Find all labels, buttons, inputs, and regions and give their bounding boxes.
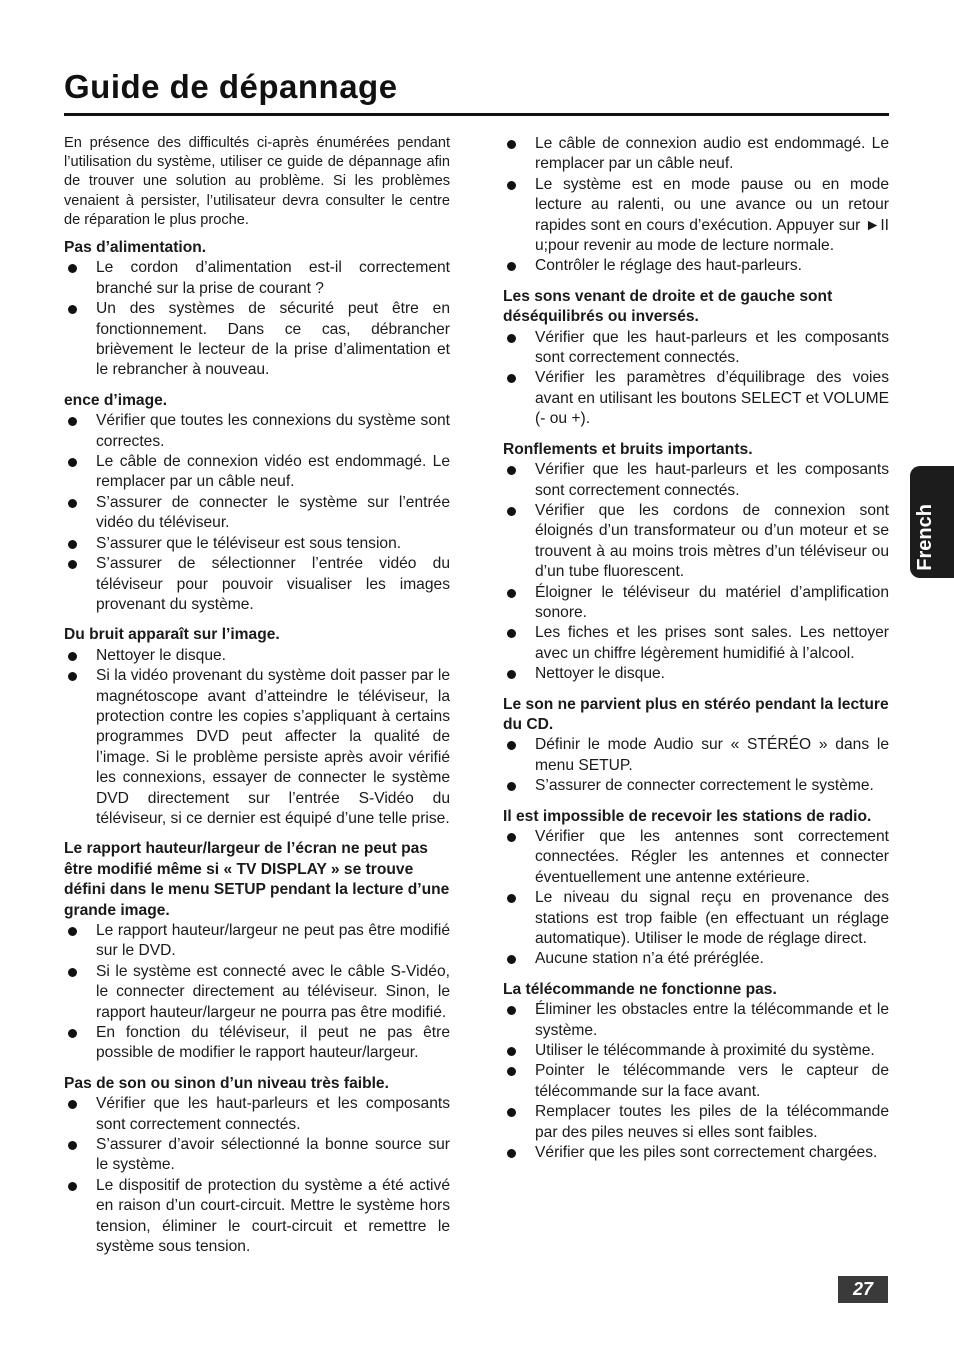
list-item bbox=[64, 554, 450, 615]
list-item bbox=[64, 452, 450, 493]
list-item-text: Le dispositif de protection du système a été activé en raison d’un court-circuit. Mettre le système hors tension, éliminer le court-circuit et remettre le système sous tension. bbox=[96, 1176, 450, 1256]
list-item bbox=[64, 1023, 450, 1064]
bullet-icon bbox=[507, 262, 516, 271]
troubleshooting-section bbox=[503, 695, 889, 797]
list-item bbox=[503, 1041, 889, 1061]
list-item bbox=[503, 134, 889, 175]
bullet-list bbox=[503, 460, 889, 684]
section-title: Pas de son ou sinon d’un niveau très faible. bbox=[64, 1074, 389, 1092]
list-item bbox=[503, 460, 889, 501]
troubleshooting-section bbox=[503, 287, 889, 430]
troubleshooting-section bbox=[64, 391, 450, 615]
bullet-icon bbox=[68, 652, 77, 661]
list-item bbox=[64, 1094, 450, 1135]
bullet-icon bbox=[68, 672, 77, 681]
bullet-icon bbox=[507, 1067, 516, 1076]
bullet-list bbox=[64, 411, 450, 615]
bullet-icon bbox=[507, 507, 516, 516]
list-item-text: Le câble de connexion vidéo est endommagé. Le remplacer par un câble neuf. bbox=[96, 453, 450, 491]
list-item bbox=[503, 1102, 889, 1143]
list-item bbox=[503, 583, 889, 624]
bullet-icon bbox=[68, 264, 77, 273]
list-item-text: Vérifier que les piles sont correctement chargées. bbox=[535, 1144, 878, 1162]
list-item bbox=[503, 735, 889, 776]
bullet-icon bbox=[507, 670, 516, 679]
list-item-text: Si le système est connecté avec le câble S-Vidéo, le connecter directement au téléviseur. Sinon, le rapport hauteur/largeur ne pourra pas être modifié. bbox=[96, 962, 450, 1021]
list-item bbox=[64, 411, 450, 452]
list-item bbox=[503, 776, 889, 796]
list-item-text: Vérifier que les haut-parleurs et les composants sont correctement connectés. bbox=[535, 461, 889, 499]
list-item-text: En fonction du téléviseur, il peut ne pas être possible de modifier le rapport hauteur/largeur. bbox=[96, 1024, 450, 1062]
troubleshooting-section bbox=[64, 1074, 450, 1258]
bullet-list bbox=[503, 1000, 889, 1163]
list-item-text: Le système est en mode pause ou en mode lecture au ralenti, ou une avance ou un retour rapides sont en cours d’exécution. Appuyer sur ►II u;pour revenir au mode de lecture normale. bbox=[535, 175, 889, 255]
bullet-icon bbox=[507, 181, 516, 190]
list-item bbox=[64, 493, 450, 534]
list-item-text: Vérifier que les haut-parleurs et les composants sont correctement connectés. bbox=[96, 1095, 450, 1133]
list-item bbox=[64, 1176, 450, 1258]
list-item-text: S’assurer de connecter correctement le système. bbox=[535, 777, 874, 795]
bullet-list bbox=[64, 1094, 450, 1257]
bullet-icon bbox=[68, 1141, 77, 1150]
list-item-text: S’assurer de connecter le système sur l’entrée vidéo du téléviseur. bbox=[96, 493, 450, 532]
bullet-icon bbox=[507, 955, 516, 964]
list-item-text: S’assurer d’avoir sélectionné la bonne source sur le système. bbox=[96, 1136, 450, 1174]
list-item bbox=[64, 962, 450, 1023]
bullet-icon bbox=[68, 499, 77, 508]
troubleshooting-section bbox=[503, 980, 889, 1164]
language-tab-label bbox=[914, 504, 937, 571]
list-item bbox=[503, 368, 889, 429]
list-item bbox=[503, 501, 889, 583]
list-item bbox=[64, 1135, 450, 1176]
bullet-icon bbox=[68, 560, 77, 569]
bullet-list bbox=[503, 827, 889, 970]
list-item bbox=[64, 299, 450, 381]
right-sections bbox=[503, 134, 889, 1164]
bullet-icon bbox=[68, 1029, 77, 1038]
bullet-icon bbox=[507, 1047, 516, 1056]
list-item-text: Le câble de connexion audio est endommagé. Le remplacer par un câble neuf. bbox=[535, 135, 889, 173]
list-item bbox=[503, 256, 889, 276]
section-title: ence d’image. bbox=[64, 391, 168, 409]
bullet-icon bbox=[507, 1108, 516, 1117]
list-item-text: Éloigner le téléviseur du matériel d’amplification sonore. bbox=[535, 583, 889, 621]
bullet-icon bbox=[507, 629, 516, 638]
title-divider bbox=[64, 113, 889, 116]
bullet-icon bbox=[507, 894, 516, 903]
list-item-text: Le niveau du signal reçu en provenance des stations est trop faible (en effectuant un réglage automatique). Utiliser le mode de réglage direct. bbox=[535, 889, 889, 948]
bullet-icon bbox=[68, 927, 77, 936]
section-title: Il est impossible de recevoir les stations de radio. bbox=[503, 807, 872, 825]
list-item-text: Un des systèmes de sécurité peut être en fonctionnement. Dans ce cas, débrancher brièvement le lecteur de la prise d’alimentation et le rebrancher à nouveau. bbox=[96, 300, 450, 379]
list-item bbox=[64, 534, 450, 554]
bullet-icon bbox=[507, 466, 516, 475]
bullet-icon bbox=[507, 589, 516, 598]
section-title: La télécommande ne fonctionne pas. bbox=[503, 980, 777, 998]
troubleshooting-section bbox=[64, 839, 450, 1063]
troubleshooting-section bbox=[64, 625, 450, 829]
bullet-icon bbox=[68, 968, 77, 977]
list-item bbox=[64, 258, 450, 299]
list-item-text: Pointer le télécommande vers le capteur de télécommande sur la face avant. bbox=[535, 1062, 889, 1100]
bullet-icon bbox=[68, 305, 77, 314]
page-number: 27 bbox=[838, 1276, 888, 1303]
list-item-text: Vérifier que toutes les connexions du système sont correctes. bbox=[96, 412, 450, 450]
section-title: Le rapport hauteur/largeur de l’écran ne peut pas être modifié même si « TV DISPLAY » se trouve défini dans le menu SETUP pendant la lecture d’une grande image. bbox=[64, 840, 450, 919]
list-item bbox=[64, 921, 450, 962]
list-item-text: Utiliser le télécommande à proximité du système. bbox=[535, 1042, 875, 1060]
bullet-icon bbox=[507, 741, 516, 750]
bullet-icon bbox=[507, 140, 516, 149]
bullet-list bbox=[503, 328, 889, 430]
list-item-text: Définir le mode Audio sur « STÉRÉO » dans le menu SETUP. bbox=[535, 736, 889, 774]
bullet-icon bbox=[68, 540, 77, 549]
list-item-text: Le rapport hauteur/largeur ne peut pas être modifié sur le DVD. bbox=[96, 922, 450, 960]
left-sections bbox=[64, 238, 450, 1258]
section-title: Le son ne parvient plus en stéréo pendant la lecture du CD. bbox=[503, 695, 889, 733]
list-item-text: S’assurer de sélectionner l’entrée vidéo du téléviseur pour pouvoir visualiser les images provenant du système. bbox=[96, 555, 450, 613]
section-title: Pas d’alimentation. bbox=[64, 239, 207, 257]
bullet-icon bbox=[68, 1100, 77, 1109]
bullet-list bbox=[64, 921, 450, 1064]
section-title: Ronflements et bruits importants. bbox=[503, 440, 753, 458]
list-item bbox=[64, 666, 450, 829]
bullet-icon bbox=[68, 458, 77, 467]
list-item bbox=[503, 827, 889, 888]
bullet-icon bbox=[507, 782, 516, 791]
list-item-text: Si la vidéo provenant du système doit passer par le magnétoscope avant d’atteindre le téléviseur, la protection contre les copies s’appliquant à certains programmes DVD peut affecter la qualité de l’image. Si le problème persiste après avoir vérifié les connexions, essayer de connecter le système DVD directement sur l’entrée S-Vidéo du téléviseur, si ce dernier est équipé d’une telle prise. bbox=[96, 667, 450, 827]
bullet-icon bbox=[507, 1149, 516, 1158]
page-title: Guide de dépannage bbox=[64, 68, 398, 105]
list-item bbox=[503, 1143, 889, 1163]
list-item bbox=[503, 1000, 889, 1041]
bullet-icon bbox=[507, 334, 516, 343]
list-item-text: Nettoyer le disque. bbox=[96, 646, 227, 664]
troubleshooting-section bbox=[503, 134, 889, 277]
troubleshooting-section bbox=[503, 440, 889, 685]
intro-paragraph: En présence des difficultés ci-après énumérées pendant l’utilisation du système, utiliser ce guide de dépannage afin de trouver une solution au problème. Si les problèmes venaient à persister, l’utilisateur devra consulter le centre de réparation le plus proche. bbox=[64, 135, 450, 228]
troubleshooting-section bbox=[503, 807, 889, 970]
list-item bbox=[64, 646, 450, 666]
list-item bbox=[503, 175, 889, 257]
list-item-text: Vérifier que les cordons de connexion sont éloignés d’un transformateur ou d’un moteur et se trouvent à au moins trois mètres d’un téléviseur ou d’un tube fluorescent. bbox=[535, 501, 889, 581]
list-item bbox=[503, 623, 889, 664]
list-item-text: Vérifier que les antennes sont correctement connectées. Régler les antennes et connecter éventuellement une antenne extérieure. bbox=[535, 828, 889, 886]
list-item-text: Contrôler le réglage des haut-parleurs. bbox=[535, 257, 802, 275]
troubleshooting-section bbox=[64, 238, 450, 381]
bullet-icon bbox=[68, 417, 77, 426]
bullet-icon bbox=[507, 1006, 516, 1015]
bullet-list bbox=[503, 735, 889, 796]
list-item-text: Vérifier les paramètres d’équilibrage des voies avant en utilisant les boutons SELECT et VOLUME (- ou +). bbox=[535, 369, 889, 428]
bullet-icon bbox=[68, 1182, 77, 1191]
bullet-icon bbox=[507, 833, 516, 842]
list-item bbox=[503, 949, 889, 969]
list-item bbox=[503, 664, 889, 684]
list-item-text: Aucune station n’a été préréglée. bbox=[535, 950, 764, 968]
bullet-list bbox=[503, 134, 889, 277]
bullet-list bbox=[64, 646, 450, 830]
list-item-text: Les fiches et les prises sont sales. Les nettoyer avec un chiffre légèrement humidifié à l’alcool. bbox=[535, 624, 889, 662]
left-column bbox=[64, 134, 450, 1268]
list-item bbox=[503, 888, 889, 949]
list-item-text: Le cordon d’alimentation est-il correctement branché sur la prise de courant ? bbox=[96, 259, 450, 297]
section-title: Du bruit apparaît sur l’image. bbox=[64, 626, 280, 644]
bullet-icon bbox=[507, 374, 516, 383]
right-column bbox=[503, 134, 889, 1174]
list-item bbox=[503, 328, 889, 369]
list-item-text: Remplacer toutes les piles de la télécommande par des piles neuves si elles sont faibles. bbox=[535, 1103, 889, 1141]
list-item-text: Nettoyer le disque. bbox=[535, 665, 666, 683]
list-item-text: Vérifier que les haut-parleurs et les composants sont correctement connectés. bbox=[535, 328, 889, 367]
list-item-text: S’assurer que le téléviseur est sous tension. bbox=[96, 534, 402, 552]
section-title: Les sons venant de droite et de gauche sont déséquilibrés ou inversés. bbox=[503, 287, 833, 326]
bullet-list bbox=[64, 258, 450, 380]
list-item bbox=[503, 1061, 889, 1102]
language-tab-text: French bbox=[914, 504, 936, 571]
list-item-text: Éliminer les obstacles entre la télécommande et le système. bbox=[535, 1001, 889, 1039]
